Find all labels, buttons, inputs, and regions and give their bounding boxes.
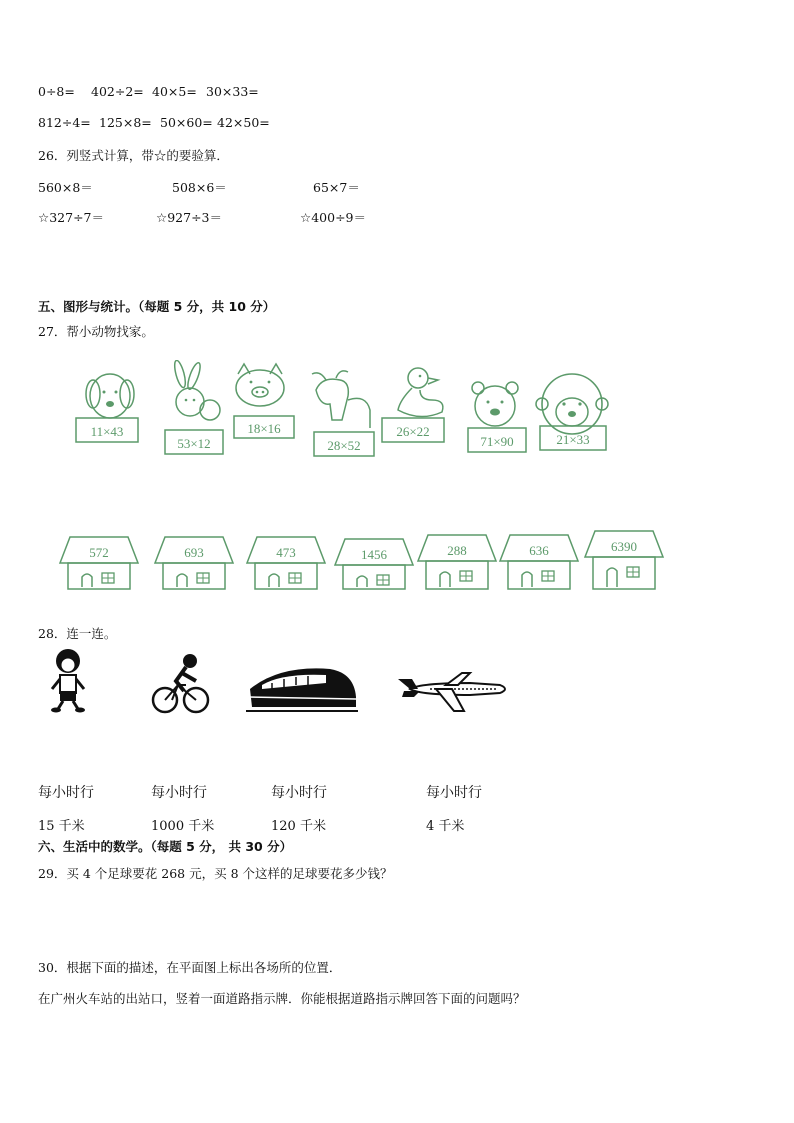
oral-item: 812÷4= — [38, 115, 91, 130]
speed-label: 每小时行 — [151, 785, 207, 801]
section-6-title: 六、生活中的数学。（每题 5 分， 共 30 分） — [38, 839, 293, 854]
animal-expr: 26×22 — [396, 424, 430, 439]
speed-label: 每小时行 — [271, 785, 327, 801]
oral-item: 402÷2= — [91, 84, 144, 99]
house-number: 473 — [276, 545, 296, 560]
houses-illustration — [0, 525, 794, 600]
vertical-calc-item: ☆327÷7＝ — [38, 210, 104, 225]
monkey-icon — [536, 374, 608, 434]
dog-icon — [86, 374, 134, 418]
house-number: 693 — [184, 545, 204, 560]
oral-item: 42×50= — [217, 115, 270, 130]
q30-text: 30．根据下面的描述，在平面图上标出各场所的位置． — [38, 960, 342, 975]
bear-icon — [472, 382, 518, 426]
q29-text: 29．买 4 个足球要花 268 元，买 8 个这样的足球要花多少钱？ — [38, 866, 393, 881]
animal-expr: 53×12 — [177, 436, 211, 451]
vertical-calc-item: 560×8＝ — [38, 180, 93, 195]
house-icon — [247, 537, 325, 589]
house-number: 572 — [89, 545, 109, 560]
house-number: 636 — [529, 543, 549, 558]
vertical-calc-item: ☆400÷9＝ — [300, 210, 366, 225]
animal-sign — [540, 426, 606, 450]
house-icon — [418, 535, 496, 589]
section-5-title: 五、图形与统计。（每题 5 分，共 10 分） — [38, 299, 276, 314]
oral-item: 125×8= — [99, 115, 152, 130]
oral-item: 30×33= — [206, 84, 259, 99]
animal-sign — [165, 430, 223, 454]
q27-title: 27．帮小动物找家。 — [38, 324, 154, 339]
rabbit-icon — [173, 360, 220, 420]
pig-icon — [236, 364, 284, 406]
child-walking-icon — [51, 649, 85, 713]
speed-value: 15 千米 — [38, 819, 85, 834]
speed-value: 120 千米 — [271, 819, 326, 834]
house-number: 6390 — [611, 539, 637, 554]
animal-expr: 71×90 — [480, 434, 514, 449]
house-number: 288 — [447, 543, 467, 558]
animals-illustration — [0, 360, 794, 470]
train-icon — [246, 668, 358, 711]
animal-expr: 21×33 — [556, 432, 590, 447]
q30-description: 在广州火车站的出站口，竖着一面道路指示牌．你能根据道路指示牌回答下面的问题吗？ — [38, 991, 526, 1006]
vertical-calc-item: 65×7＝ — [313, 180, 360, 195]
animal-expr: 28×52 — [327, 438, 361, 453]
oral-item: 40×5= — [152, 84, 197, 99]
house-number: 1456 — [361, 547, 387, 562]
house-icon — [335, 539, 413, 589]
cyclist-icon — [153, 654, 208, 712]
house-icon — [60, 537, 138, 589]
vertical-calc-item: 508×6＝ — [172, 180, 227, 195]
q28-title: 28．连一连。 — [38, 626, 117, 641]
speed-label: 每小时行 — [38, 785, 94, 801]
animal-sign — [76, 418, 138, 442]
airplane-icon — [398, 673, 505, 711]
speed-label: 每小时行 — [426, 785, 482, 801]
house-icon — [500, 535, 578, 589]
oral-item: 0÷8= — [38, 84, 75, 99]
animal-sign — [314, 432, 374, 456]
speed-value: 4 千米 — [426, 819, 465, 834]
house-icon — [155, 537, 233, 589]
animal-sign — [468, 428, 526, 452]
transport-pictures — [0, 645, 794, 720]
animal-expr: 18×16 — [247, 421, 281, 436]
duck-icon — [398, 368, 443, 417]
animal-sign — [382, 418, 444, 442]
oral-item: 50×60= — [160, 115, 213, 130]
goat-icon — [312, 371, 370, 428]
animal-sign — [234, 416, 294, 438]
animal-expr: 11×43 — [90, 424, 124, 439]
house-icon — [585, 531, 663, 589]
q26-title: 26．列竖式计算，带☆的要验算． — [38, 148, 229, 163]
vertical-calc-item: ☆927÷3＝ — [156, 210, 222, 225]
speed-value: 1000 千米 — [151, 819, 215, 834]
